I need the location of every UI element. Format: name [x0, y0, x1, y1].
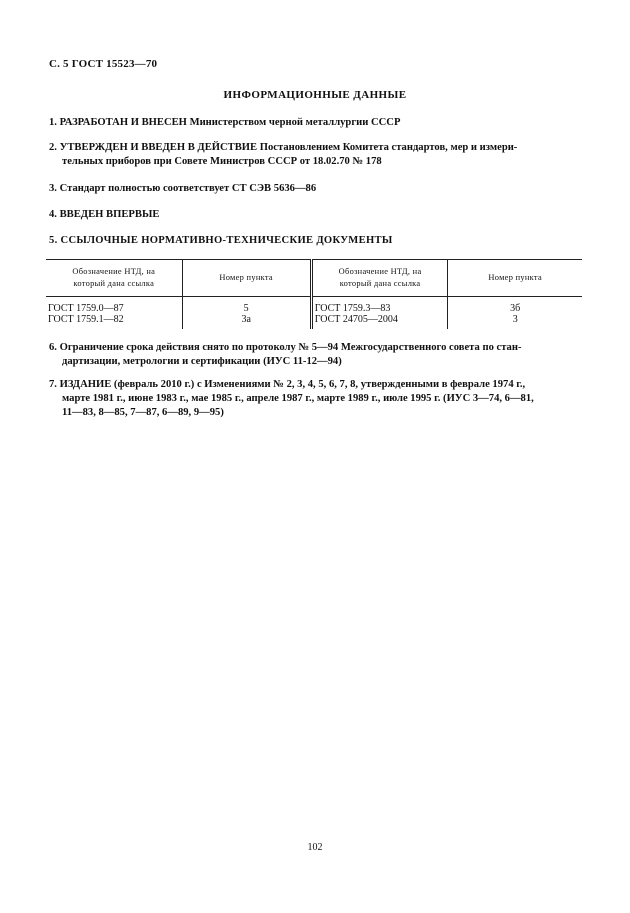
header-doc-a-line-1: Обозначение НТД, на [72, 267, 156, 276]
cell-doc-a: ГОСТ 1759.0—87 [48, 303, 124, 314]
item-1-text: 1. РАЗРАБОТАН И ВНЕСЕН Министерством черной металлургии СССР [49, 117, 401, 128]
item-4-text: 4. ВВЕДЕН ВПЕРВЫЕ [49, 209, 160, 220]
item-5-reference-docs [49, 234, 589, 248]
header-point-b: Номер пункта [448, 260, 582, 297]
item-6-validity [49, 341, 589, 369]
cell-doc-a: ГОСТ 1759.1—82 [48, 314, 124, 325]
item-4-introduced [49, 208, 589, 222]
page-number: 102 [307, 842, 323, 853]
item-5-text: 5. ССЫЛОЧНЫЕ НОРМАТИВНО-ТЕХНИЧЕСКИЕ ДОКУМЕНТЫ [49, 235, 393, 246]
item-6-line-2: дартизации, метрологии и сертификации (ИУС 11-12—94) [62, 356, 342, 367]
item-3-text: 3. Стандарт полностью соответствует СТ СЭВ 5636—86 [49, 183, 317, 194]
cell-doc-b: ГОСТ 1759.3—83 [311, 297, 448, 315]
item-7-edition [49, 378, 589, 420]
item-7-line-1: 7. ИЗДАНИЕ (февраль 2010 г.) с Изменениями № 2, 3, 4, 5, 6, 7, 8, утвержденными в феврале 1974 г., [49, 379, 526, 390]
table-row [46, 297, 582, 315]
header-doc-b-line-1: Обозначение НТД, на [338, 267, 422, 276]
item-7-line-2: марте 1981 г., июне 1983 г., мае 1985 г., апреле 1987 г., марте 1989 г., июле 1995 г. (ИУС 3—74, 6—81, [62, 393, 534, 404]
cell-point-b: 3б [448, 297, 582, 315]
table-header-row [46, 260, 582, 297]
reference-docs-table [46, 259, 582, 329]
header-doc-b [311, 260, 448, 297]
item-2-line-1: 2. УТВЕРЖДЕН И ВВЕДЕН В ДЕЙСТВИЕ Постановлением Комитета стандартов, мер и измери- [49, 142, 518, 153]
table-row [46, 314, 582, 329]
item-2-line-2: тельных приборов при Совете Министров СССР от 18.02.70 № 178 [62, 156, 382, 167]
cell-point-a: 5 [182, 297, 311, 315]
cell-doc-b: ГОСТ 24705—2004 [311, 314, 448, 329]
item-2-approved [49, 141, 589, 169]
item-3-compliance [49, 182, 589, 196]
item-1-developed [49, 116, 589, 130]
header-doc-b-line-2: который дана ссылка [339, 279, 421, 288]
header-point-a: Номер пункта [182, 260, 311, 297]
item-6-line-1: 6. Ограничение срока действия снято по протоколу № 5—94 Межгосударственного совета по стан- [49, 342, 522, 353]
section-title: ИНФОРМАЦИОННЫЕ ДАННЫЕ [223, 89, 407, 101]
page-header: С. 5 ГОСТ 15523—70 [49, 58, 158, 70]
cell-point-b: 3 [448, 314, 582, 329]
item-7-line-3: 11—83, 8—85, 7—87, 6—89, 9—95) [62, 407, 224, 418]
cell-point-a: 3а [182, 314, 311, 329]
header-doc-a [46, 260, 182, 297]
header-doc-a-line-2: который дана ссылка [73, 279, 155, 288]
